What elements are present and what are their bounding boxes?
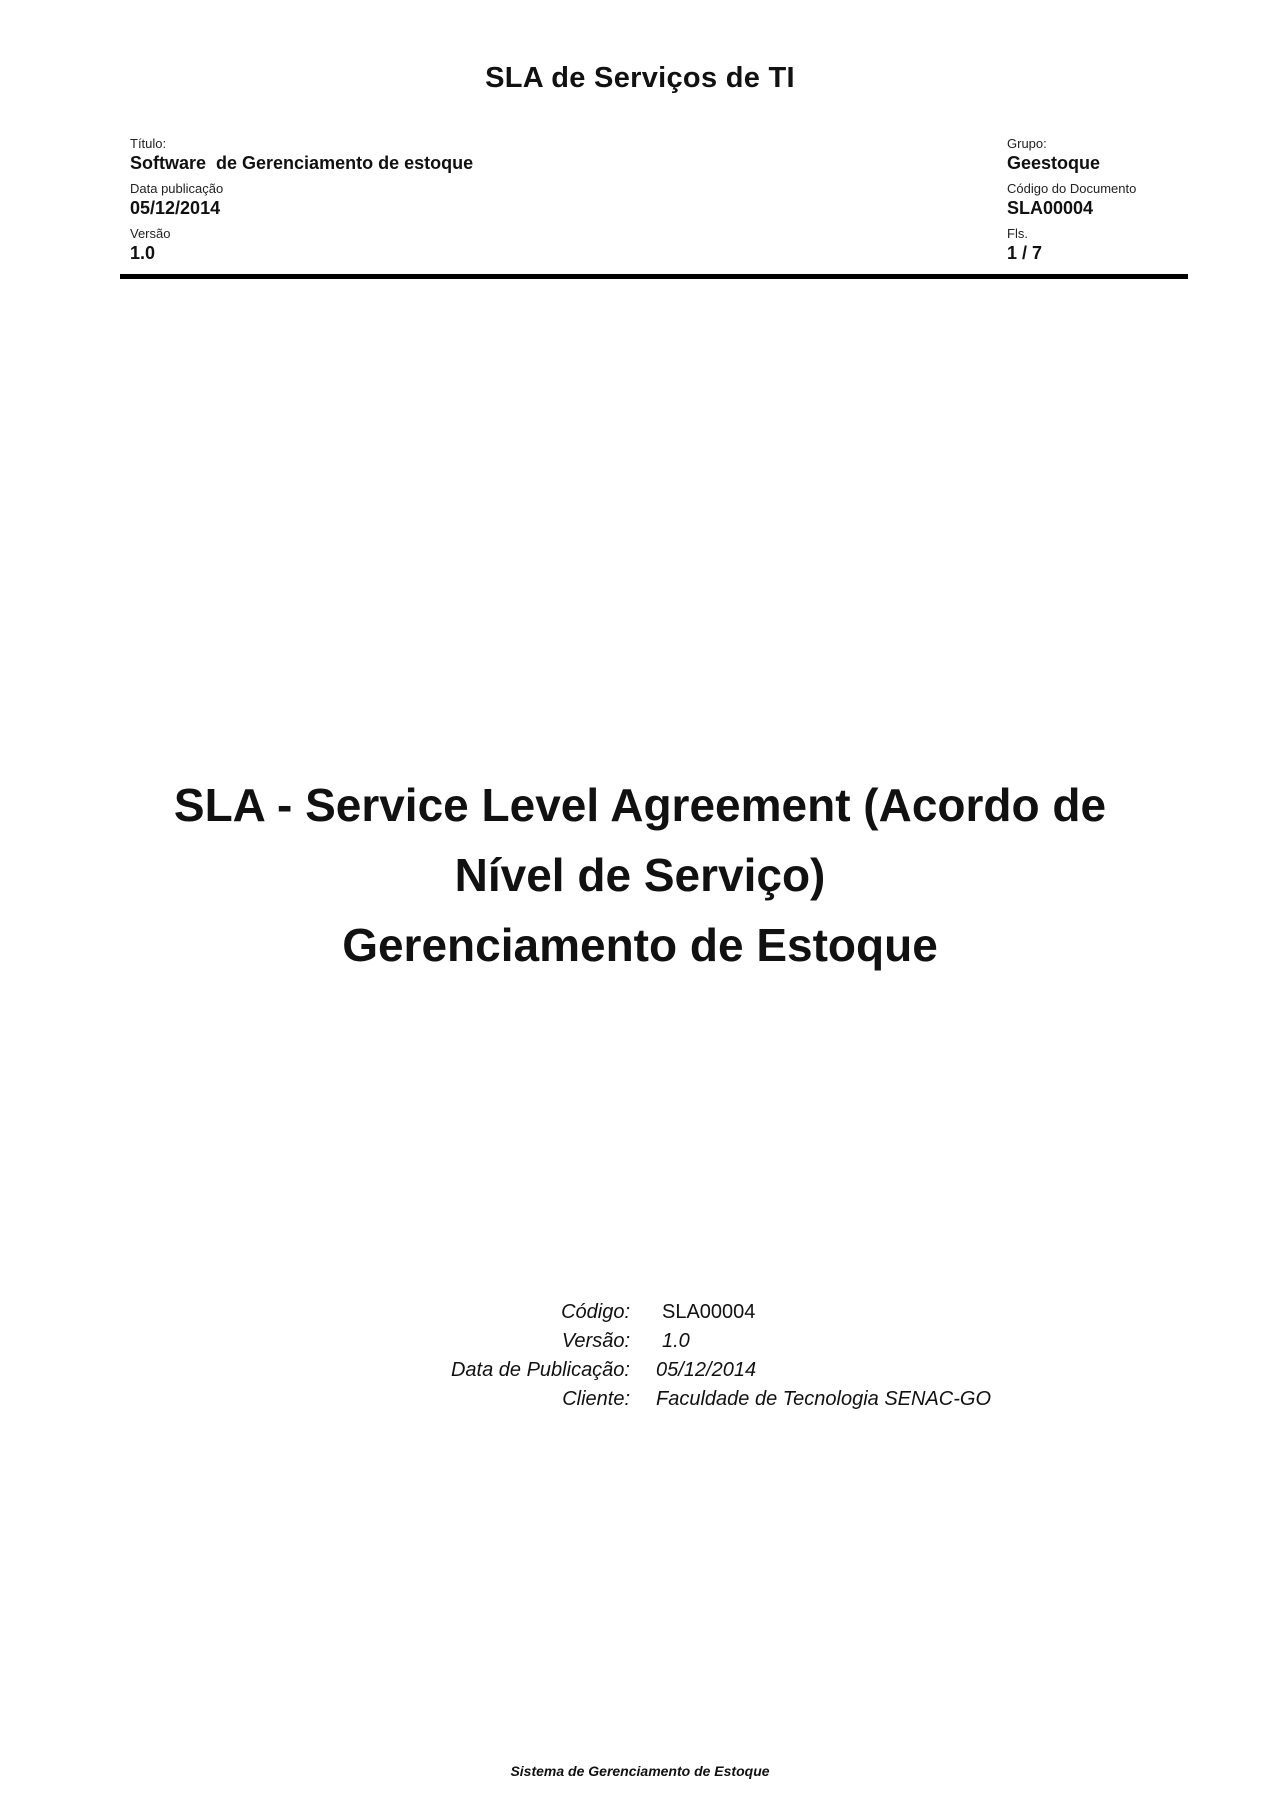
document-info-table <box>0 1298 1280 1414</box>
main-title-line-2: Nível de Serviço) <box>454 849 826 901</box>
document-header-title: SLA de Serviços de TI <box>485 62 795 94</box>
info-row-cliente <box>0 1385 1280 1414</box>
info-row-data <box>0 1356 1280 1385</box>
info-cliente-value: Faculdade de Tecnologia SENAC-GO <box>656 1388 991 1410</box>
header-meta-left <box>130 136 473 271</box>
main-title <box>0 770 1280 980</box>
info-row-versao <box>0 1327 1280 1356</box>
page-footer: Sistema de Gerenciamento de Estoque <box>510 1763 770 1779</box>
info-data-label: Data de Publicação: <box>450 1359 630 1381</box>
info-versao-label: Versão: <box>561 1330 630 1352</box>
info-codigo-label: Código: <box>561 1301 630 1323</box>
info-cliente-label: Cliente: <box>562 1388 630 1410</box>
main-title-line-3: Gerenciamento de Estoque <box>342 919 938 971</box>
versao-label: Versão <box>130 226 171 241</box>
fls-label: Fls. <box>1007 226 1028 241</box>
info-versao-value: 1.0 <box>662 1330 690 1352</box>
codigo-documento-value: SLA00004 <box>1007 198 1094 218</box>
header-divider <box>120 274 1188 279</box>
grupo-label: Grupo: <box>1007 136 1047 151</box>
header-meta-right <box>1007 136 1136 271</box>
codigo-documento-label: Código do Documento <box>1007 181 1137 196</box>
info-data-value: 05/12/2014 <box>656 1359 757 1381</box>
data-publicacao-value: 05/12/2014 <box>130 198 221 218</box>
data-publicacao-label: Data publicação <box>130 181 224 196</box>
info-codigo-value: SLA00004 <box>662 1301 756 1323</box>
grupo-value: Geestoque <box>1007 153 1101 173</box>
titulo-value: Software de Gerenciamento de estoque <box>130 153 474 173</box>
main-title-line-1: SLA - Service Level Agreement (Acordo de <box>173 779 1107 831</box>
info-row-codigo <box>0 1298 1280 1327</box>
versao-value: 1.0 <box>130 243 156 263</box>
titulo-label: Título: <box>130 136 167 151</box>
fls-value: 1 / 7 <box>1007 243 1043 263</box>
